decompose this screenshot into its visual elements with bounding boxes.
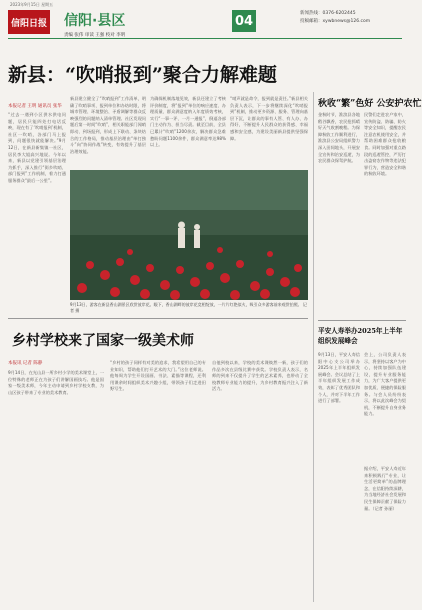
lead-column-3: 为确保机制落地见效，新县还建立了考核评价制度，将“报到”单位的响应速度、办理质量、群众满意度纳入年度绩效考核，实行“一事一评、一月一通报”，倒逼各部门主动作为、担当尽责。截至目前，全县已累计“吹哨”1200余次，解决群众急难愁盼问题1100余件，群众满意率达98%以上。 [150,96,226,148]
contact-info [300,10,370,26]
editor-line: 责编 张伟 审读 王强 校对 李明 [64,33,126,38]
newspaper-logo: 信阳日报 [8,10,50,34]
issue-date: 2023年9月15日 星期五 [10,2,54,7]
section-header [64,10,125,38]
lead-column-4: “哨声就是命令，报到就是责任。”新县相关负责人表示，下一步将继续深化“吹哨报到”机制，推动更多资源、服务、管理向基层下沉，让群众的事有人管、有人办、办得好，不断提升人民群众的获得感、幸福感和安全感，为建设美丽新县提供坚强保障。 [230,96,308,141]
side2-column-2: 会上，公司负责人表示，将坚持以客户为中心，持续加强队伍建设，提升专业服务能力，为广大客户提供更加优质、便捷的保险服务。与会人员纷纷表示，将以此次峰会为契机，不断提升自身业务能力。 [364,352,406,417]
news-photo [70,170,308,300]
side2-column-3: 据介绍，平安人寿近年来积极践行“专业，让生活更简单”的品牌理念，在信阳持续深耕，为当地经济社会发展和民生保障贡献了保险力量。（记者 孙丽） [364,466,406,511]
lead-byline: 本报记者 王明 通讯员 张华 [8,104,62,109]
lead-column-1: “过去一遇到小区供水供电问题，居民只能四处打电话反映，现在有了‘吹哨报到’机制，社区一吹哨，各部门马上报到，问题很快就能解决。”9月12日，在新县新集镇一社区，居民李大姐高兴地说。今年以来，新县以党建引领基层治理为抓手，深入推行“街乡吹哨、部门报到”工作机制，着力打通服务群众“最后一公里”。 [8,112,66,183]
page-number: 04 [232,10,256,32]
email: 投稿邮箱：xywbnews@126.com [300,19,371,24]
feature-headline: 乡村学校来了国家一级美术师 [12,333,194,349]
side1-column-2: 民警们走进农户家中，宣传防盗、防骗、防火等安全知识，提醒农民注意农机使用安全，并帮助困难群众抢收粮食。同时加强对重点路段的巡逻管控，严厉打击盗窃农作物等违法犯罪行为，营造安全和谐的秋收环境。 [364,112,406,177]
hotline: 新闻热线：0376-6202445 [300,11,356,16]
side1-headline: 秋收“繁”色好 公安护农忙 [318,99,422,109]
side2-column-1: 9月13日，平安人寿信阳中心支公司举办2025年上半年组织发展峰会。会议总结了上半年组织发展工作成效，表彰了优秀团队和个人，并对下半年工作进行了部署。 [318,352,360,404]
lead-headline: 新县：“吹哨报到”聚合力解难题 [8,64,277,86]
lead-column-2: 新县建立健全了“吹哨报到”工作清单，明确了吹哨事项、报到单位和办结时限，将城市管理、环境整治、矛盾调解等群众反映强烈的问题纳入清单管理。社区发现问题后第一时间“吹哨”，相关职能部门闻哨即动、到场报到，形成上下联动、条块结合的工作格局，推动基层治理由“单打独斗”向“协同作战”转变，有效提升了基层治理效能。 [70,96,146,154]
side2-top-rule [318,320,406,321]
feature-column-1: 9月14日，在光山县一所乡村小学的美术课堂上，一位特殊的老师正在为孩子们讲解国画技巧。他是国家一级美术师，今年主动申请到乡村学校支教，为山区孩子带来了专业的美术教育。 [8,370,104,395]
header-rule [8,38,402,39]
side1-column-1: 金秋时节，淮滨县各地稻谷飘香，农民抢抓晴好天气收割晚稻。为保障秋收工作顺利进行，淮滨县公安局组织警力深入田间地头，开展安全宣传和治安巡逻，为农民群众保驾护航。 [318,112,360,164]
side2-headline: 平安人寿举办2025年上半年组织发展峰会 [318,327,403,345]
photo-caption: 9月13日，游客在新县香山湖景区欣赏彼岸花。眼下，香山湖畔的彼岸花竞相绽放，一片片红艳似火，吸引众多游客前来观赏拍照。 记者 摄 [70,302,307,313]
section-title: 信阳·县区 [64,13,126,29]
feature-byline: 本报讯 记者 陈静 [8,361,43,366]
right-column-divider [313,92,314,602]
photo-illustration [70,170,308,300]
feature-column-3: 自他到校以来，学校的美术课焕然一新，孩子们的作品多次在县级比赛中获奖。学校负责人表示，名师的到来不仅提升了学生的艺术素养，也带动了全校教师专业能力的提升，为乡村教育振兴注入了新活力。 [212,360,308,392]
feature-column-2: “乡村的孩子同样有对美的追求，我希望用自己的专业知识，帮助他们打开艺术的大门。”这位老师说。他每周为学生开设国画、书法、素描等课程，还利用课余时间组织美术兴趣小组，带领孩子们走进田野写生。 [110,360,206,392]
feature-top-rule [8,318,308,319]
